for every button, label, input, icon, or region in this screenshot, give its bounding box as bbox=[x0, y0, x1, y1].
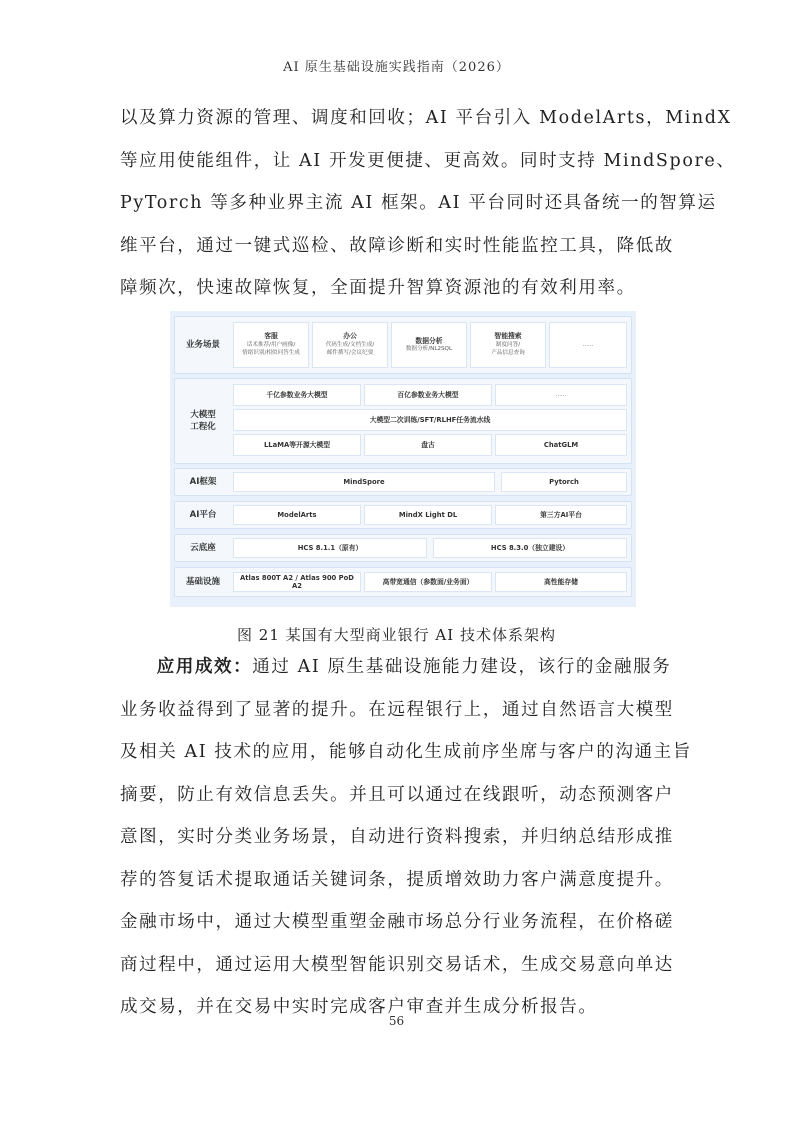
cell-title: 智能搜索 bbox=[494, 332, 522, 341]
architecture-diagram bbox=[170, 311, 636, 607]
cell-title: HCS 8.3.0（独立建设） bbox=[490, 543, 570, 552]
cell-title: HCS 8.1.1（原有） bbox=[297, 543, 363, 552]
layer-business-scenarios bbox=[174, 316, 632, 374]
text-line: 意图，实时分类业务场景，自动进行资料搜索，并归纳总结形成推 bbox=[120, 827, 674, 847]
cell-title: 客服 bbox=[264, 332, 278, 341]
text-line: 荐的答复话术提取通话关键词条，提质增效助力客户满意度提升。 bbox=[120, 869, 674, 890]
llm-cell-ten-billion bbox=[364, 384, 492, 406]
cell-title: Pytorch bbox=[549, 477, 579, 486]
text-line: 业务收益得到了显著的提升。在远程银行上，通过自然语言大模型 bbox=[120, 699, 674, 720]
infra-cell-network bbox=[364, 572, 492, 592]
layer-label: AI平台 bbox=[189, 510, 217, 520]
cell-title: 高性能存储 bbox=[544, 577, 578, 586]
cell-title: 百亿参数业务大模型 bbox=[397, 390, 459, 399]
text-line: 以及算力资源的管理、调度和回收；AI 平台引入 ModelArts，MindX bbox=[120, 108, 732, 128]
llm-cell-llama bbox=[233, 434, 361, 456]
text-line-rest: 通过 AI 原生基础设施能力建设，该行的金融服务 bbox=[252, 657, 672, 677]
layer-ai-platform bbox=[174, 501, 632, 529]
text-line: PyTorch 等多种业界主流 AI 框架。AI 平台同时还具备统一的智算运 bbox=[120, 193, 717, 213]
infra-cell-atlas bbox=[233, 572, 361, 592]
cell-title: 盘古 bbox=[421, 440, 435, 449]
llm-cell-more bbox=[495, 384, 627, 406]
cell-subtitle: 情绪识别/相似问答生成 bbox=[242, 350, 300, 357]
cell-subtitle: 邮件撰写/会议纪要 bbox=[326, 350, 374, 357]
layer-label bbox=[175, 379, 231, 463]
layer-label: 云底座 bbox=[190, 543, 216, 553]
figure-caption: 图 21 某国有大型商业银行 AI 技术体系架构 bbox=[237, 626, 556, 644]
cell-title: ...... bbox=[555, 391, 567, 398]
cell-title: ChatGLM bbox=[543, 440, 579, 449]
cell-title: 千亿参数业务大模型 bbox=[266, 390, 328, 399]
cell-subtitle: 数据分析/NL2SQL bbox=[405, 346, 453, 352]
business-cell-customer-service bbox=[233, 322, 309, 368]
cell-title: 大模型二次训练/SFT/RLHF任务流水线 bbox=[369, 415, 491, 424]
layer-label-line: 大模型 bbox=[190, 410, 216, 420]
cell-title: 数据分析 bbox=[415, 336, 443, 345]
llm-cell-hundred-billion bbox=[233, 384, 361, 406]
paragraph-architecture-intro bbox=[120, 97, 736, 310]
layer-label: 业务场景 bbox=[185, 340, 220, 350]
text-line: 及相关 AI 技术的应用，能够自动化生成前序坐席与客户的沟通主旨 bbox=[120, 742, 692, 762]
cell-title: 高带宽通信（参数面/业务面） bbox=[382, 577, 474, 586]
business-cell-office bbox=[312, 322, 388, 368]
cell-title: ModelArts bbox=[277, 510, 317, 519]
page-number: 56 bbox=[388, 1014, 405, 1028]
llm-cell-pipeline bbox=[233, 409, 627, 431]
cloud-cell-hcs-830 bbox=[433, 538, 627, 558]
cell-title: MindSpore bbox=[343, 477, 385, 486]
layer-infrastructure bbox=[174, 567, 632, 597]
lead-label: 应用成效： bbox=[156, 657, 253, 677]
layer-label: AI框架 bbox=[189, 477, 217, 487]
cell-title: MindX Light DL bbox=[398, 510, 458, 519]
business-cell-data-analysis bbox=[391, 322, 467, 368]
layer-llm-engineering bbox=[174, 378, 632, 464]
business-cell-more bbox=[549, 322, 627, 368]
cell-title: LLaMA等开源大模型 bbox=[263, 440, 331, 449]
text-line: 商过程中，通过运用大模型智能识别交易话术，生成交易意向单达 bbox=[120, 954, 674, 975]
paragraph-application-results bbox=[120, 646, 692, 1029]
cell-title: 第三方AI平台 bbox=[540, 510, 582, 519]
text-line bbox=[120, 646, 675, 689]
text-line: 等应用使能组件，让 AI 开发更便捷、更高效。同时支持 MindSpore、 bbox=[120, 150, 736, 171]
llm-cell-chatglm bbox=[495, 434, 627, 456]
cell-title: 办公 bbox=[343, 332, 357, 341]
platform-cell-modelarts bbox=[233, 505, 361, 525]
cell-subtitle: 制度问答/ bbox=[495, 341, 521, 348]
framework-cell-pytorch bbox=[501, 472, 627, 492]
infra-cell-storage bbox=[495, 572, 627, 592]
platform-cell-mindx bbox=[364, 505, 492, 525]
cell-title: Atlas 800T A2 / Atlas 900 PoD A2 bbox=[240, 573, 354, 590]
text-line: 成交易，并在交易中实时完成客户审查并生成分析报告。 bbox=[120, 997, 598, 1017]
cell-subtitle: 代码生成/文档生成/ bbox=[325, 341, 375, 348]
cell-subtitle: 话术推荐/用户画像/ bbox=[246, 341, 296, 348]
business-cell-smart-search bbox=[470, 322, 546, 368]
running-header: AI 原生基础设施实践指南（2026） bbox=[283, 60, 510, 75]
framework-cell-mindspore bbox=[233, 472, 495, 492]
platform-cell-third-party bbox=[495, 505, 627, 525]
layer-label-line: 工程化 bbox=[190, 422, 216, 432]
cell-title: ...... bbox=[582, 341, 594, 348]
cloud-cell-hcs-811 bbox=[233, 538, 427, 558]
text-line: 金融市场中，通过大模型重塑金融市场总分行业务流程，在价格磋 bbox=[120, 912, 674, 932]
layer-cloud-base bbox=[174, 534, 632, 562]
text-line: 摘要，防止有效信息丢失。并且可以通过在线跟听，动态预测客户 bbox=[120, 784, 674, 805]
text-line: 维平台，通过一键式巡检、故障诊断和实时性能监控工具，降低故 bbox=[120, 235, 674, 256]
cell-subtitle: 产品信息查询 bbox=[491, 350, 525, 357]
layer-ai-framework bbox=[174, 468, 632, 496]
llm-cell-pangu bbox=[364, 434, 492, 456]
layer-label: 基础设施 bbox=[185, 577, 220, 587]
text-line: 障频次，快速故障恢复，全面提升智算资源池的有效利用率。 bbox=[120, 278, 636, 298]
